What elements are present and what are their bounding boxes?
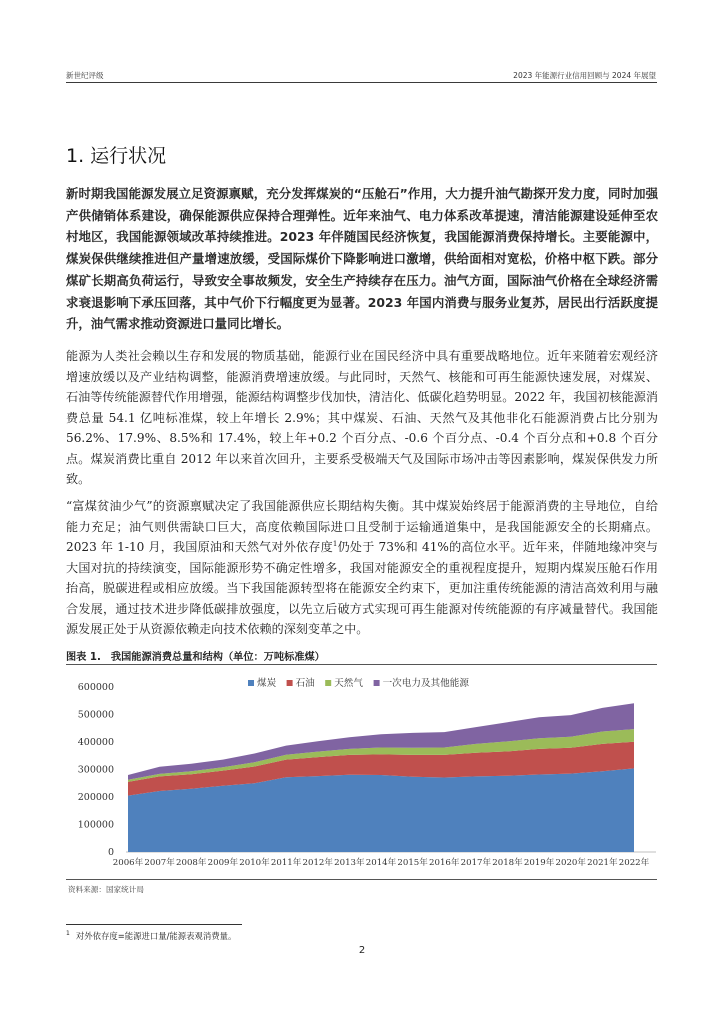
figure-label: 图表 1. (66, 652, 101, 663)
x-tick-label: 2018年 (492, 858, 523, 868)
x-tick-label: 2010年 (239, 858, 270, 868)
figure-bottom-rule (66, 879, 657, 880)
legend-label: 煤炭 (257, 678, 277, 689)
figure-title: 我国能源消费总量和结构（单位：万吨标准煤） (110, 652, 325, 663)
y-tick-label: 500000 (77, 709, 114, 721)
page-number: 2 (358, 945, 366, 956)
paragraph-1: 新时期我国能源发展立足资源禀赋，充分发挥煤炭的“压舱石”作用，大力提升油气勘探开发力度，同时加强产供储销体系建设，确保能源供应保持合理弹性。近年来油气、电力体系改革提速，清洁能源建设延伸至农村地区，我国能源领域改革持续推进。2023 年伴随国民经济恢复，我国能源消费保持增长。主要能源中，煤炭保供继续推进但产量增速放缓，受国际煤价下降影响进口激增，供给面相对宽松，价格中枢下跌。部分煤矿长期高负荷运行，导致安全事故频发，安全生产持续存在压力。油气方面，国际油气价格在全球经济需求衰退影响下承压回落，其中气价下行幅度更为显著。2023 年国内消费与服务业复苏，居民出行活跃度提升，油气需求推动资源进口量同比增长。 (66, 186, 658, 332)
x-tick-label: 2011年 (270, 858, 302, 868)
y-tick-label: 400000 (77, 737, 114, 748)
header-left: 新世纪评级 (66, 71, 104, 80)
paragraph-3-part-2: 仍处于 73%和 41%的高位水平。近年来，伴随地缘冲突与大国对抗的持续演变，国际能源形势不确定性增多，我国对能源安全的重视程度提升，短期内煤炭压舱石作用抬高，脱碳进程或相应放缓。当下我国能源转型将在能源安全约束下，更加注重传统能源的清洁高效利用与融合发展，通过技术进步降低碳排放强度，以先立后破方式实现可再生能源对传统能源的有序减量替代。我国能源发展正处于从资源依赖走向技术依赖的深刻变革之中。 (66, 540, 658, 636)
x-tick-label: 2013年 (334, 858, 365, 868)
x-tick-label: 2022年 (618, 858, 650, 868)
y-tick-label: 200000 (77, 792, 114, 803)
footnote (66, 930, 236, 942)
y-tick-label: 100000 (77, 819, 114, 831)
legend-label: 石油 (295, 678, 315, 689)
x-tick-label: 2017年 (460, 858, 492, 868)
x-tick-label: 2007年 (144, 858, 175, 868)
legend-label: 一次电力及其他能源 (382, 678, 469, 689)
x-tick-label: 2012年 (302, 858, 333, 868)
header-right: 2023 年能源行业信用回顾与 2024 年展望 (513, 71, 656, 80)
paragraph-3-part-1: “富煤贫油少气”的资源禀赋决定了我国能源供应长期结构失衡。其中煤炭始终居于能源消费的主导地位，自给能力充足；油气则供需缺口巨大，高度依赖国际进口且受制于运输通道集中，是我国能源安全的长期痛点。2023 年 1-10 月，我国原油和天然气对外依存度 (66, 499, 658, 554)
footnote-mark: 1 (66, 930, 70, 938)
x-tick-label: 2014年 (365, 858, 397, 868)
legend-swatch (248, 680, 254, 686)
figure-caption (66, 648, 325, 663)
y-tick-label: 300000 (77, 764, 114, 776)
x-tick-label: 2015年 (397, 858, 428, 868)
figure-top-rule (66, 664, 657, 665)
x-tick-label: 2020年 (555, 858, 586, 868)
legend-swatch (287, 680, 293, 686)
paragraph-2: 能源为人类社会赖以生存和发展的物质基础，能源行业在国民经济中具有重要战略地位。近年来随着宏观经济增速放缓以及产业结构调整，能源消费增速放缓。与此同时，天然气、核能和可再生能源快速发展，对煤炭、石油等传统能源替代作用增强，能源结构调整步伐加快，清洁化、低碳化趋势明显。2022 年，我国初核能源消费总量 54.1 亿吨标准煤，较上年增长 2.9%；其中煤炭、石油、天然气及其他非化石能源消费占比分别为 56.2%、17.9%、8.5%和 17.4%，较上年+0.2 个百分点、-0.6 个百分点、-0.4 个百分点和+0.8 个百分点。煤炭消费比重自 2012 年以来首次回升，主要系受极端天气及国际市场冲击等因素影响，煤炭保供发力所致。 (66, 349, 658, 486)
footnote-reference[interactable]: 1 (332, 539, 338, 548)
energy-consumption-area-chart (66, 668, 658, 878)
header-rule (66, 82, 657, 83)
x-tick-label: 2009年 (207, 858, 239, 868)
legend-swatch (374, 680, 380, 686)
section-title: 1. 运行状况 (66, 145, 167, 167)
footnote-rule (66, 924, 242, 925)
legend-label: 天然气 (334, 678, 363, 689)
source-note: 资料来源：国家统计局 (68, 885, 144, 894)
y-tick-label: 0 (107, 847, 114, 858)
paragraph-3 (66, 496, 658, 640)
chart-legend (248, 677, 469, 689)
x-tick-label: 2019年 (523, 858, 555, 868)
legend-swatch (325, 680, 331, 686)
x-tick-label: 2016年 (429, 858, 460, 868)
x-tick-label: 2021年 (587, 858, 618, 868)
footnote-text: 对外依存度=能源进口量/能源表观消费量。 (75, 931, 237, 941)
chart-series-areas (128, 703, 634, 852)
x-tick-label: 2008年 (176, 858, 207, 868)
y-tick-label: 600000 (77, 682, 114, 693)
x-tick-label: 2006年 (112, 858, 144, 868)
